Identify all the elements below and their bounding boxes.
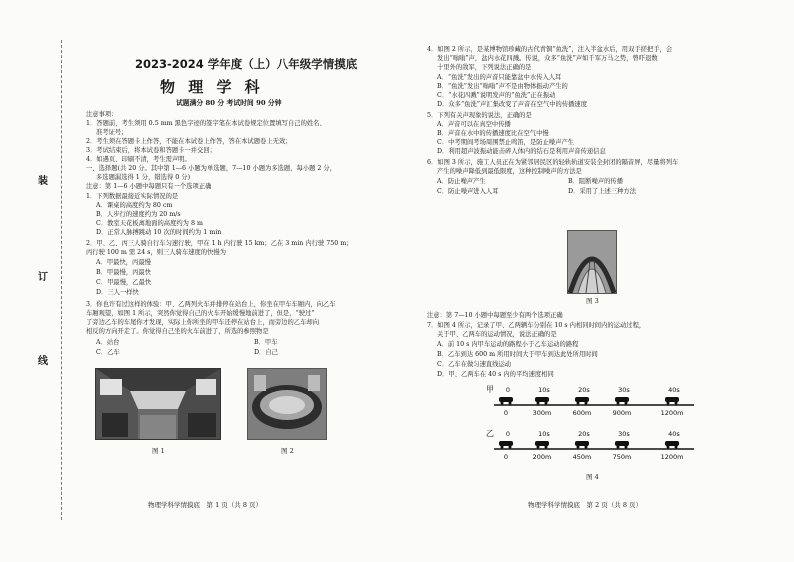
- q4-option-c: C．“水花四溅”说明发声的“鱼洗”正在振动: [437, 92, 556, 99]
- yi-distance-label: 200m: [532, 453, 552, 461]
- jia-distance-label: 600m: [572, 409, 592, 417]
- yi-car-wheel: [501, 446, 504, 449]
- yi-time-label: 0: [505, 430, 511, 438]
- q1-option-c: C．教室天花板离地面的高度约为 8 m: [96, 220, 203, 227]
- question-5: 5．下列有关声现象的说法，正确的是: [427, 112, 532, 119]
- jia-distance-label: 900m: [612, 409, 632, 417]
- jia-car: [499, 397, 513, 402]
- notes-line: 准考证号；: [96, 129, 128, 136]
- q4-option-b: B．“鱼洗”发出“嗡嗡”声不是由物体振动产生的: [437, 83, 568, 90]
- q6-option-d: D．采用了上述三种方法: [568, 188, 637, 195]
- question-4-cont: 发出“嗡嗡”声，盆内水花四溅。传说，众多“鱼洗”声如千军万马之势，曾吓退数: [437, 55, 658, 62]
- page-footer-left: 物理学科学情摸底 第 1 页（共 8 页）: [148, 501, 263, 509]
- notes-line: 3．考试结束后，将本试卷和答题卡一并交回；: [86, 147, 216, 154]
- q1-option-a: A．课桌的高度约为 80 cm: [96, 202, 173, 209]
- figure-1-caption: 图 1: [152, 447, 165, 455]
- yi-time-label: 30s: [618, 430, 630, 438]
- yi-car-wheel: [667, 446, 670, 449]
- yi-car: [615, 441, 629, 446]
- yi-label: 乙: [486, 429, 494, 438]
- yi-car-wheel: [585, 446, 588, 449]
- jia-car: [615, 397, 629, 402]
- jia-distance-label: 300m: [532, 409, 552, 417]
- question-3: 3．你也许有过这样的体验：甲、乙两列火车并排停在站台上，你坐在甲车车厢内，向乙车: [86, 301, 336, 308]
- jia-car-wheel: [501, 402, 504, 405]
- q3-option-c: C．乙车: [96, 349, 120, 356]
- yi-car-wheel: [537, 446, 540, 449]
- question-4: 4．如图 2 所示，是某博物馆珍藏的古代青铜“鱼洗”，注入半盆水后，用双手搓把手，会: [427, 46, 673, 53]
- yi-car-wheel: [509, 446, 512, 449]
- yi-car: [499, 441, 513, 446]
- jia-distance-label: 0: [503, 409, 509, 417]
- figure-3-caption: 图 3: [586, 297, 599, 305]
- jia-car-wheel: [585, 402, 588, 405]
- jia-car-wheel: [667, 402, 670, 405]
- jia-car-wheel: [537, 402, 540, 405]
- question-7-cont: 关于甲、乙两车的运动情况，说法正确的是: [437, 331, 557, 338]
- yi-car: [665, 441, 679, 446]
- q2-option-d: D．三人一样快: [96, 289, 139, 296]
- binding-ding: 订: [38, 272, 48, 283]
- jia-car: [535, 397, 549, 402]
- q5-option-d: D．利用超声波振动能击碎人体内的结石是利用声音传递信息: [437, 148, 606, 155]
- q3-option-b: B．甲车: [254, 339, 278, 346]
- q4-option-a: A．“鱼洗”发出的声音只能靠盆中水传入人耳: [437, 74, 562, 81]
- q6-option-b: B．阻断噪声的传播: [568, 178, 624, 185]
- q7-option-d: D．甲、乙两车在 40 s 内的平均速度相同: [437, 371, 554, 378]
- question-3-cont: 了旁边乙车的车尾你才发现，实际上你所坐的甲车还停在站台上，而旁边的乙车却向: [86, 319, 319, 326]
- binding-zhuang: 装: [38, 176, 48, 187]
- yi-distance-label: 1200m: [660, 453, 684, 461]
- single-choice-note: 注意：第 1—6 小题中每题只有一个选项正确: [86, 183, 212, 190]
- question-6: 6．如图 3 所示，施工人员正在为紧邻居民区的轻轨轨道安装全封闭的隔音屏，尽量将列车: [427, 159, 679, 166]
- yi-car-wheel: [545, 446, 548, 449]
- yi-distance-label: 750m: [612, 453, 632, 461]
- question-2-cont: 丙行驶 100 m 需 24 s，则三人骑车速度的快慢为: [86, 249, 226, 256]
- yi-distance-label: 0: [503, 453, 509, 461]
- question-3-cont: 相反的方向开走了。你觉得自己坐的火车前进了，所选的参照物是: [86, 328, 269, 335]
- q7-option-b: B．乙车到达 600 m 所用时间大于甲车到达此处所用时间: [437, 351, 598, 358]
- jia-label: 甲: [486, 385, 494, 394]
- right-page: [400, 0, 794, 562]
- q7-option-c: C．乙车在做匀速直线运动: [437, 361, 512, 368]
- q6-option-a: A．防止噪声产生: [437, 178, 486, 185]
- yi-time-label: 40s: [668, 430, 680, 438]
- subject-title: 物 理 学 科: [160, 78, 264, 96]
- question-3-cont: 车厢观望，如图 1 所示，突然你觉得自己的火车开始缓慢地前进了，但是，“驶过”: [86, 310, 315, 317]
- jia-time-label: 30s: [618, 386, 630, 394]
- page-footer-right: 物理学科学情摸底 第 2 页（共 8 页）: [528, 501, 643, 509]
- jia-time-label: 10s: [538, 386, 550, 394]
- notes-line: 4．如遇页、印刷不清，考生需声明。: [86, 156, 191, 163]
- jia-car-wheel: [577, 402, 580, 405]
- yi-car-wheel: [617, 446, 620, 449]
- jia-car-wheel: [545, 402, 548, 405]
- jia-time-label: 0: [505, 386, 511, 394]
- q2-option-a: A．甲最快，丙最慢: [96, 259, 151, 266]
- question-6-cont: 产生的噪声降低到最低限度，这种控制噪声的方法是: [437, 168, 582, 175]
- jia-car-wheel: [625, 402, 628, 405]
- q5-option-a: A．声音可以在真空中传播: [437, 121, 511, 128]
- yi-distance-label: 450m: [572, 453, 592, 461]
- notes-line: 注意事项：: [86, 111, 118, 118]
- jia-distance-label: 1200m: [660, 409, 684, 417]
- exam-title: 2023-2024 学年度（上）八年级学情摸底: [135, 57, 358, 71]
- section-heading: 多选题漏选得 1 分，错选得 0 分): [96, 174, 191, 181]
- figure-4-caption: 图 4: [586, 473, 599, 481]
- binding-line: [61, 40, 62, 520]
- figure-2-basin-photo: [247, 368, 327, 440]
- jia-time-label: 20s: [578, 386, 590, 394]
- q5-option-c: C．中考期间考场周围禁止鸣笛，是防止噪声产生: [437, 139, 575, 146]
- figure-2-caption: 图 2: [281, 447, 294, 455]
- q3-option-d: D．自己: [254, 349, 278, 356]
- section-heading: 一、选择题(共 20 分。其中第 1—6 小题为单选题，7—10 小题为多选题，每小题 2 分，: [86, 165, 337, 172]
- figure-1-train-photo: [95, 368, 221, 440]
- yi-car: [535, 441, 549, 446]
- notes-line: 2．考生须在答题卡上作答，不能在本试卷上作答，答在本试题卷上无效；: [86, 138, 292, 145]
- q2-option-c: C．甲最慢，乙最快: [96, 279, 152, 286]
- notes-line: 1．答题前，考生须用 0.5 mm 黑色字迹的签字笔在本试卷规定位置填写自己的姓名、: [86, 120, 326, 127]
- question-2: 2．甲、乙、丙三人骑自行车匀速行驶，甲在 1 h 内行驶 15 km；乙在 3 min 内行驶 750 m；: [86, 240, 353, 247]
- figure-3-sound-barrier-photo: [567, 230, 617, 294]
- q3-option-a: A．站台: [96, 339, 120, 346]
- jia-car: [665, 397, 679, 402]
- q4-option-d: D．众多“鱼洗”声汇集改变了声音在空气中的传播速度: [437, 101, 588, 108]
- q5-option-b: B．声音在水中的传播速度比在空气中慢: [437, 130, 549, 137]
- yi-car-wheel: [577, 446, 580, 449]
- yi-car-wheel: [625, 446, 628, 449]
- jia-car-wheel: [617, 402, 620, 405]
- q7-option-a: A．前 10 s 内甲车运动的路程小于乙车运动的路程: [437, 341, 579, 348]
- question-7: 7．如图 4 所示，记录了甲、乙两辆车分别在 10 s 内相同时间内的运动过程，: [427, 322, 646, 329]
- q1-option-d: D．正常人脉搏跳动 10 次的时间约为 1 min: [96, 229, 222, 236]
- exam-meta: 试题满分 80 分 考试时间 90 分钟: [176, 99, 282, 107]
- question-4-cont: 十里外的敌军，下列说法正确的是: [437, 64, 532, 71]
- jia-car: [575, 397, 589, 402]
- yi-car: [575, 441, 589, 446]
- yi-car-wheel: [675, 446, 678, 449]
- yi-time-label: 10s: [538, 430, 550, 438]
- binding-xian: 线: [38, 356, 48, 367]
- q2-option-b: B．甲最慢，丙最快: [96, 269, 152, 276]
- q6-option-c: C．防止噪声进入人耳: [437, 188, 499, 195]
- figure-4-motion-diagram: [480, 380, 700, 472]
- question-1: 1．下列数据最接近实际情况的是: [86, 193, 179, 200]
- q1-option-b: B．人步行的速度约为 20 m/s: [96, 211, 181, 218]
- multi-choice-note: 注意：第 7—10 小题中每题至少有两个选项正确: [427, 312, 563, 319]
- jia-time-label: 40s: [668, 386, 680, 394]
- jia-car-wheel: [509, 402, 512, 405]
- jia-car-wheel: [675, 402, 678, 405]
- yi-time-label: 20s: [578, 430, 590, 438]
